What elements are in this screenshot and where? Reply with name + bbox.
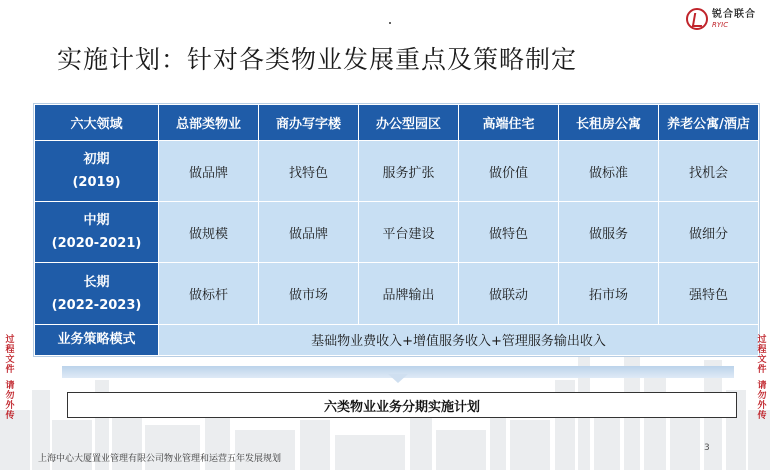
table-cell: 品牌输出 bbox=[359, 263, 459, 324]
table-cell: 强特色 bbox=[659, 263, 759, 324]
table-cell: 做价值 bbox=[459, 141, 559, 202]
side-note-line1: 过程文件 bbox=[5, 335, 15, 375]
table-cell: 做服务 bbox=[559, 202, 659, 263]
table-cell: 找机会 bbox=[659, 141, 759, 202]
table-cell: 做品牌 bbox=[259, 202, 359, 263]
side-note-right bbox=[755, 335, 769, 427]
slide-title: 实施计划：针对各类物业发展重点及策略制定 bbox=[57, 45, 578, 74]
side-note-line1: 过程文件 bbox=[757, 335, 767, 375]
row-header-period: (2020-2021) bbox=[51, 236, 142, 252]
row-header-label: 长期 bbox=[83, 274, 110, 290]
side-note-line2: 请勿外传 bbox=[5, 381, 15, 421]
table-row bbox=[35, 141, 759, 202]
table-cell: 做市场 bbox=[259, 263, 359, 324]
plan-table bbox=[33, 103, 760, 357]
row-header bbox=[35, 263, 159, 324]
side-note-line2: 请勿外传 bbox=[757, 381, 767, 421]
footer-text: 上海中心大厦置业管理有限公司物业管理和运营五年发展规划 bbox=[38, 454, 282, 464]
table-cell: 做联动 bbox=[459, 263, 559, 324]
logo-chinese-name: 锐合联合 bbox=[712, 8, 756, 20]
logo-english-name: RYIC bbox=[712, 20, 729, 29]
table-cell: 做规模 bbox=[159, 202, 259, 263]
strategy-row bbox=[35, 324, 759, 355]
row-header-label: 中期 bbox=[83, 213, 110, 229]
column-header: 养老公寓/酒店 bbox=[659, 105, 759, 141]
table-row bbox=[35, 202, 759, 263]
table-cell: 拓市场 bbox=[559, 263, 659, 324]
column-header: 商办写字楼 bbox=[259, 105, 359, 141]
decorative-dot bbox=[389, 22, 391, 24]
logo-mark-icon bbox=[686, 8, 708, 30]
column-header: 长租房公寓 bbox=[559, 105, 659, 141]
table-cell: 做标杆 bbox=[159, 263, 259, 324]
caption-box: 六类物业业务分期实施计划 bbox=[67, 392, 737, 418]
table-cell: 做标准 bbox=[559, 141, 659, 202]
row-header-period: (2019) bbox=[72, 175, 121, 191]
column-header: 高端住宅 bbox=[459, 105, 559, 141]
table-cell: 服务扩张 bbox=[359, 141, 459, 202]
down-arrow-icon bbox=[388, 374, 408, 383]
row-header-period: (2022-2023) bbox=[51, 297, 142, 313]
corner-header: 六大领域 bbox=[35, 105, 159, 141]
strategy-label: 业务策略模式 bbox=[35, 324, 159, 355]
table-cell: 平台建设 bbox=[359, 202, 459, 263]
company-logo bbox=[686, 6, 764, 32]
table-cell: 做品牌 bbox=[159, 141, 259, 202]
row-header bbox=[35, 202, 159, 263]
page-number: 3 bbox=[704, 443, 710, 453]
strategy-value: 基础物业费收入+增值服务收入+管理服务输出收入 bbox=[159, 324, 759, 355]
table-cell: 做特色 bbox=[459, 202, 559, 263]
row-header-label: 初期 bbox=[83, 152, 110, 168]
column-header: 总部类物业 bbox=[159, 105, 259, 141]
column-header: 办公型园区 bbox=[359, 105, 459, 141]
table-cell: 做细分 bbox=[659, 202, 759, 263]
row-header bbox=[35, 141, 159, 202]
table-cell: 找特色 bbox=[259, 141, 359, 202]
table-row bbox=[35, 263, 759, 324]
table-header-row bbox=[35, 105, 759, 141]
side-note-left bbox=[3, 335, 17, 427]
